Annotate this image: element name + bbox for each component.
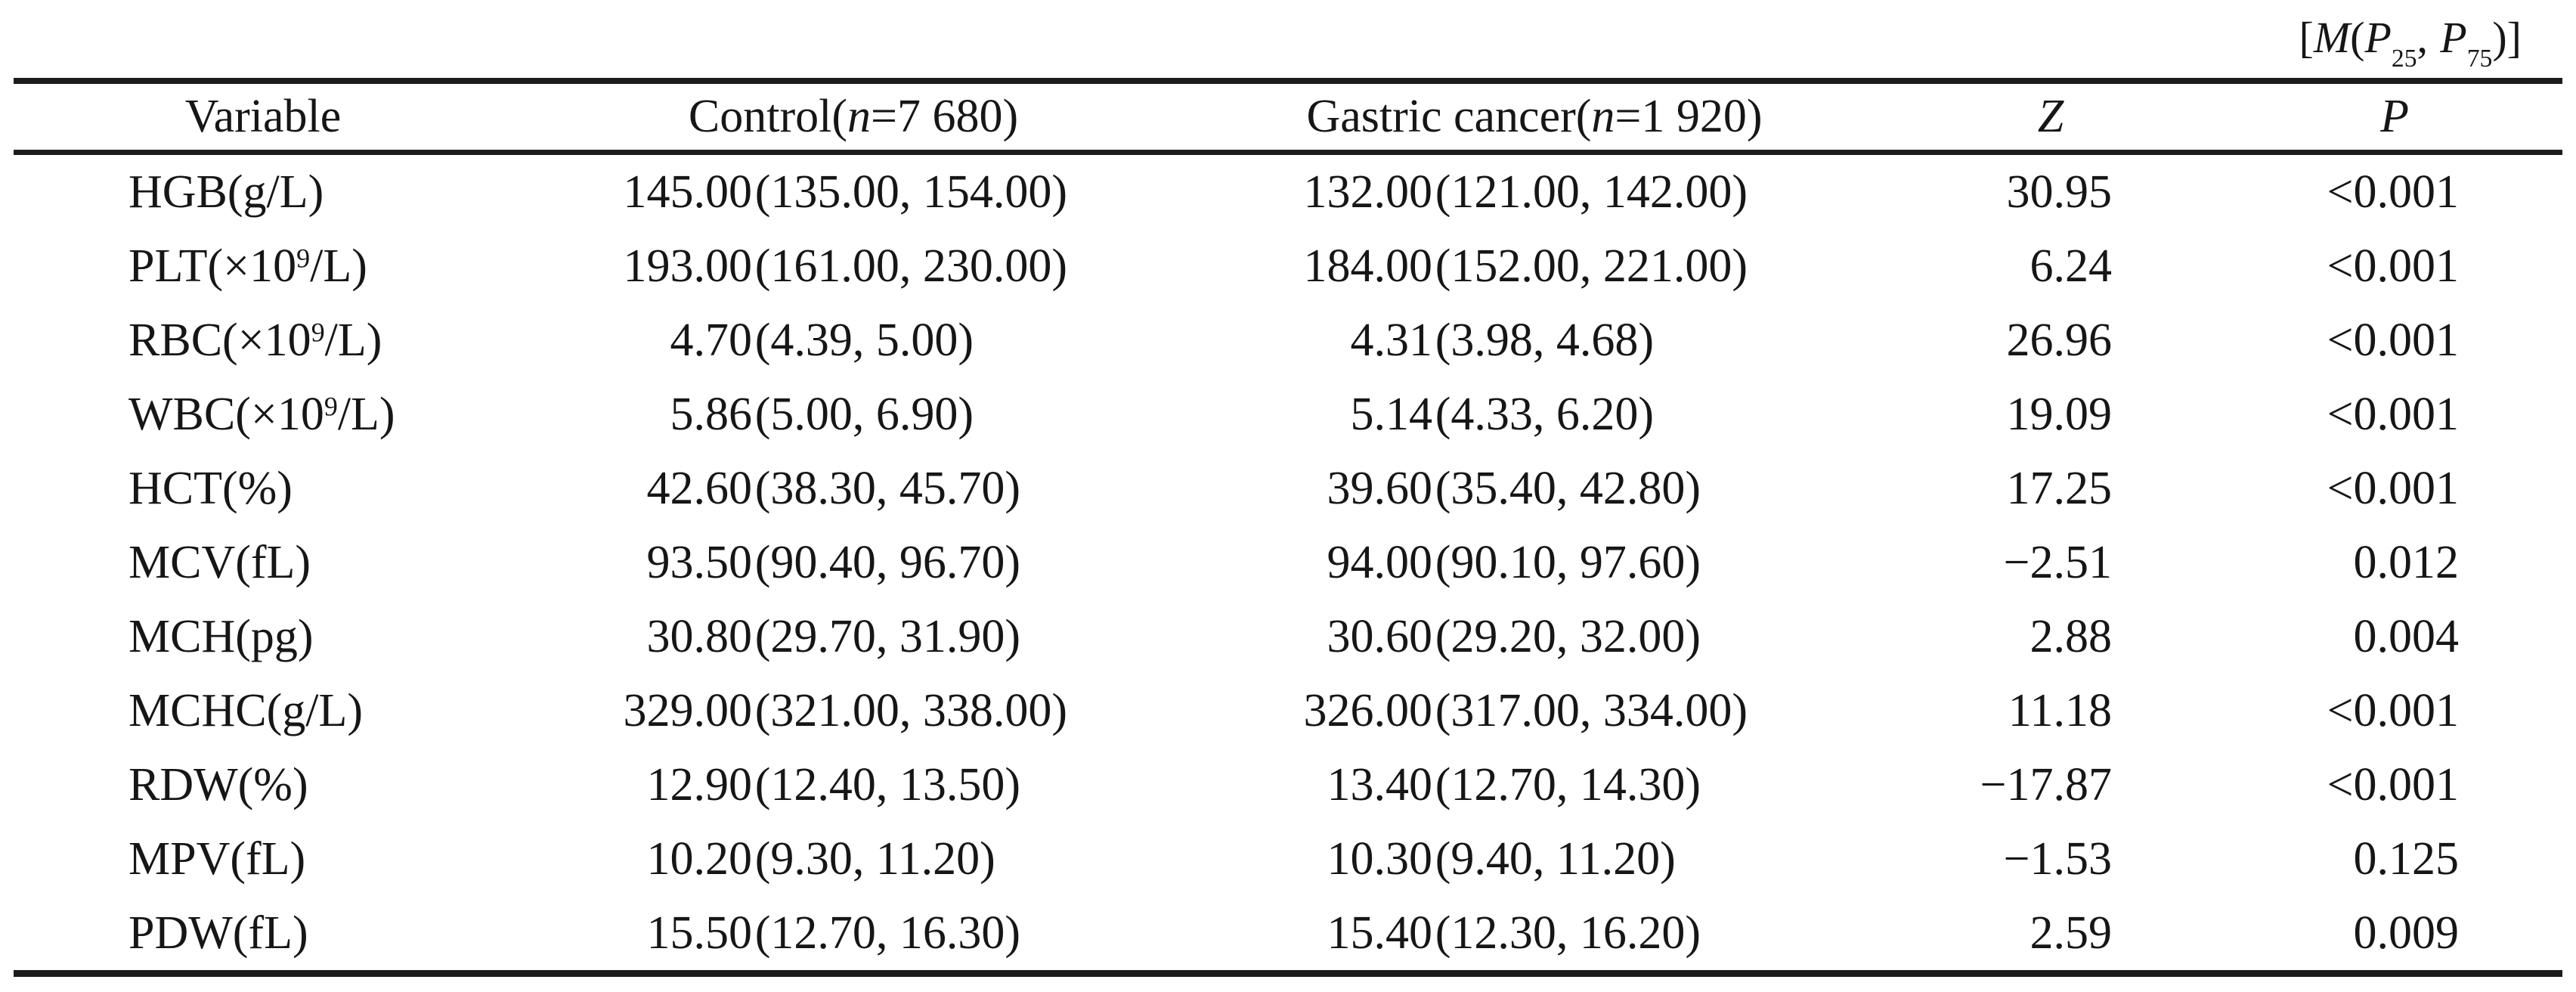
p-value-cell: 0.012: [2353, 537, 2459, 588]
z-value-cell: 2.88: [2030, 611, 2112, 662]
gastric-median: 15.40: [1327, 907, 1432, 959]
variable-superscript: 9: [296, 243, 311, 274]
table-row: [14, 155, 2562, 229]
variable-label: RDW(%): [128, 759, 308, 811]
gastric-iqr: (9.40, 11.20): [1435, 833, 1676, 885]
table-row: [14, 377, 2562, 451]
control-cell: [512, 748, 1194, 822]
control-median: 193.00: [623, 240, 752, 292]
header-gastric-cancer: [1194, 84, 1875, 150]
p-value-cell: <0.001: [2327, 389, 2459, 440]
z-value-cell: 19.09: [2006, 389, 2112, 440]
variable-label: MCV(fL): [128, 537, 311, 588]
close-paren: ): [2492, 13, 2507, 62]
header-p-value: P: [2380, 91, 2409, 142]
control-cell: [512, 303, 1194, 377]
gastric-median: 184.00: [1303, 240, 1432, 292]
p-value-cell: 0.125: [2353, 833, 2459, 885]
top-rule: [14, 78, 2562, 84]
gastric-iqr: (3.98, 4.68): [1435, 315, 1655, 366]
control-iqr: (12.70, 16.30): [754, 907, 1021, 959]
header-control-count: =7 680): [870, 91, 1019, 142]
statistics-table: [14, 78, 2562, 977]
z-value-cell: −17.87: [1980, 759, 2112, 811]
z-value-cell: −1.53: [2003, 833, 2112, 885]
gastric-iqr: (29.20, 32.00): [1435, 611, 1701, 662]
header-control-n: n: [847, 91, 871, 142]
variable-cell: [14, 525, 512, 600]
table-row: [14, 525, 2562, 600]
gastric-median: 132.00: [1303, 166, 1432, 218]
variable-label-unit: /L): [310, 240, 367, 292]
gastric-iqr: (12.70, 14.30): [1435, 759, 1701, 811]
control-iqr: (38.30, 45.70): [754, 463, 1021, 514]
gastric-iqr: (152.00, 221.00): [1435, 240, 1748, 292]
control-median: 12.90: [646, 759, 752, 811]
p75-subscript: 75: [2466, 44, 2493, 73]
z-value-cell: 26.96: [2006, 315, 2112, 366]
variable-label-unit: /L): [337, 389, 395, 440]
median-symbol: M: [2313, 13, 2351, 62]
control-cell: [512, 451, 1194, 525]
gastric-median: 326.00: [1303, 685, 1432, 736]
variable-cell: [14, 451, 512, 525]
gastric-cancer-cell: [1194, 303, 1875, 377]
control-median: 4.70: [670, 315, 752, 366]
variable-cell: [14, 822, 512, 896]
annotation-comma: ,: [2417, 13, 2429, 62]
p-value-cell: 0.009: [2353, 907, 2459, 959]
p25-subscript: 25: [2391, 44, 2417, 73]
gastric-cancer-cell: [1194, 896, 1875, 970]
table-row: [14, 451, 2562, 525]
variable-cell: [14, 229, 512, 303]
z-value-cell: −2.51: [2003, 537, 2112, 588]
control-iqr: (90.40, 96.70): [754, 537, 1021, 588]
header-variable: Variable: [184, 91, 342, 142]
gastric-cancer-cell: [1194, 600, 1875, 674]
gastric-cancer-cell: [1194, 748, 1875, 822]
p25-symbol: P: [2364, 13, 2392, 62]
z-value-cell: 30.95: [2006, 166, 2112, 218]
gastric-cancer-cell: [1194, 525, 1875, 600]
z-value-cell: 17.25: [2006, 463, 2112, 514]
variable-label: MCH(pg): [128, 611, 314, 662]
table-row: [14, 822, 2562, 896]
header-gastric-n: n: [1591, 91, 1615, 142]
table-row: [14, 896, 2562, 970]
control-iqr: (29.70, 31.90): [754, 611, 1021, 662]
variable-cell: [14, 155, 512, 229]
p-value-cell: <0.001: [2327, 463, 2459, 514]
header-control: [512, 84, 1194, 150]
control-iqr: (5.00, 6.90): [754, 389, 974, 440]
bottom-rule: [14, 970, 2562, 977]
p-value-cell: <0.001: [2327, 685, 2459, 736]
table-row: [14, 600, 2562, 674]
gastric-iqr: (90.10, 97.60): [1435, 537, 1701, 588]
p-value-cell: 0.004: [2353, 611, 2459, 662]
table-row: [14, 229, 2562, 303]
header-gastric-label: Gastric cancer(: [1306, 91, 1592, 142]
table-row: [14, 748, 2562, 822]
open-paren: (: [2350, 13, 2365, 62]
control-cell: [512, 896, 1194, 970]
variable-cell: [14, 600, 512, 674]
control-cell: [512, 229, 1194, 303]
control-cell: [512, 674, 1194, 748]
control-median: 30.80: [646, 611, 752, 662]
variable-label: PLT(×10: [128, 240, 297, 292]
gastric-median: 13.40: [1327, 759, 1432, 811]
p-value-cell: <0.001: [2327, 759, 2459, 811]
gastric-iqr: (317.00, 334.00): [1435, 685, 1748, 736]
variable-label: MPV(fL): [128, 833, 306, 885]
gastric-cancer-cell: [1194, 822, 1875, 896]
gastric-cancer-cell: [1194, 155, 1875, 229]
gastric-cancer-cell: [1194, 229, 1875, 303]
control-iqr: (321.00, 338.00): [754, 685, 1068, 736]
variable-label: HCT(%): [128, 463, 293, 514]
control-median: 5.86: [670, 389, 752, 440]
control-median: 42.60: [646, 463, 752, 514]
gastric-cancer-cell: [1194, 377, 1875, 451]
variable-label: WBC(×10: [128, 389, 324, 440]
variable-cell: [14, 377, 512, 451]
gastric-cancer-cell: [1194, 451, 1875, 525]
control-cell: [512, 377, 1194, 451]
gastric-median: 94.00: [1327, 537, 1432, 588]
open-bracket: [: [2299, 13, 2314, 62]
control-iqr: (135.00, 154.00): [754, 166, 1068, 218]
z-value-cell: 2.59: [2030, 907, 2112, 959]
p-value-cell: <0.001: [2327, 240, 2459, 292]
variable-superscript: 9: [324, 391, 338, 422]
control-iqr: (4.39, 5.00): [754, 315, 974, 366]
variable-label: RBC(×10: [128, 315, 311, 366]
units-annotation: [2299, 0, 2522, 76]
gastric-iqr: (35.40, 42.80): [1435, 463, 1701, 514]
gastric-cancer-cell: [1194, 674, 1875, 748]
gastric-median: 30.60: [1327, 611, 1432, 662]
header-control-label: Control(: [688, 91, 847, 142]
control-iqr: (161.00, 230.00): [754, 240, 1068, 292]
gastric-iqr: (121.00, 142.00): [1435, 166, 1748, 218]
control-median: 10.20: [646, 833, 752, 885]
header-gastric-count: =1 920): [1615, 91, 1763, 142]
control-cell: [512, 600, 1194, 674]
gastric-median: 5.14: [1350, 389, 1432, 440]
variable-label-unit: /L): [324, 315, 382, 366]
gastric-median: 39.60: [1327, 463, 1432, 514]
variable-cell: [14, 674, 512, 748]
close-bracket: ]: [2506, 13, 2522, 62]
control-median: 329.00: [623, 685, 752, 736]
table-row: [14, 674, 2562, 748]
z-value-cell: 6.24: [2030, 240, 2112, 292]
variable-label: HGB(g/L): [128, 166, 324, 218]
header-rule: [14, 150, 2562, 155]
variable-superscript: 9: [311, 317, 325, 348]
table-body: [14, 155, 2562, 970]
control-cell: [512, 155, 1194, 229]
variable-cell: [14, 303, 512, 377]
control-iqr: (12.40, 13.50): [754, 759, 1021, 811]
control-iqr: (9.30, 11.20): [754, 833, 995, 885]
p75-symbol: P: [2440, 13, 2467, 62]
control-cell: [512, 822, 1194, 896]
gastric-iqr: (4.33, 6.20): [1435, 389, 1655, 440]
control-median: 15.50: [646, 907, 752, 959]
p-value-cell: <0.001: [2327, 315, 2459, 366]
variable-label: MCHC(g/L): [128, 685, 363, 736]
table-row: [14, 303, 2562, 377]
header-z-statistic: Z: [2037, 91, 2064, 142]
gastric-median: 4.31: [1350, 315, 1432, 366]
variable-cell: [14, 896, 512, 970]
z-value-cell: 11.18: [2008, 685, 2112, 736]
control-median: 145.00: [623, 166, 752, 218]
variable-label: PDW(fL): [128, 907, 308, 959]
header-row: [14, 84, 2562, 150]
control-median: 93.50: [646, 537, 752, 588]
gastric-iqr: (12.30, 16.20): [1435, 907, 1701, 959]
p-value-cell: <0.001: [2327, 166, 2459, 218]
variable-cell: [14, 748, 512, 822]
control-cell: [512, 525, 1194, 600]
gastric-median: 10.30: [1327, 833, 1432, 885]
